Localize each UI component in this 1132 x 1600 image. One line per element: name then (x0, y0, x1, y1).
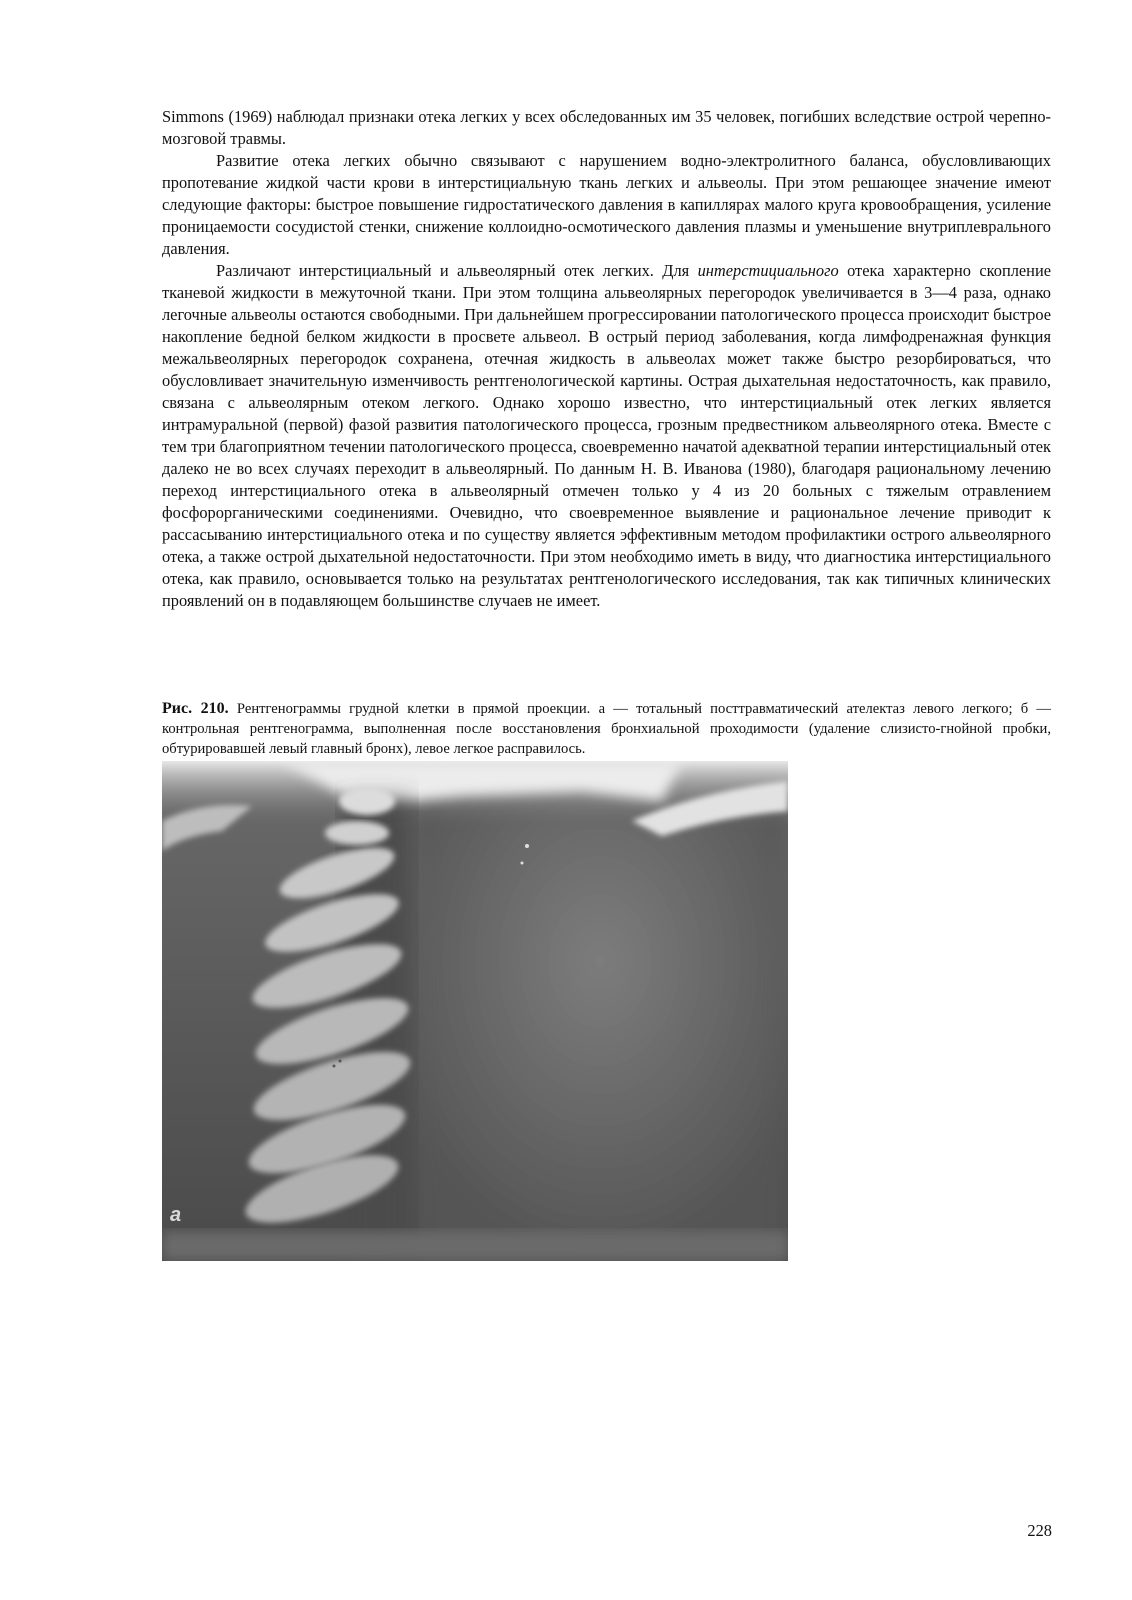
paragraph-3-italic-term: интерстициального (697, 261, 839, 280)
paragraph-3-start: Различают интерстициальный и альвеолярный отек легких. Для (216, 261, 698, 280)
chest-xray-image (162, 761, 788, 1261)
page-number: 228 (1027, 1521, 1052, 1540)
paragraph-1: Simmons (1969) наблюдал признаки отека легких у всех обследованных им 35 человек, погибших вследствие острой черепно-мозговой травмы. (162, 107, 1051, 148)
paragraph-2: Развитие отека легких обычно связывают с нарушением водно-электролитного баланса, обусловливающих пропотевание жидкой части крови в интерстициальную ткань легких и альвеолы. При этом решающее значение имеют следующие факторы: быстрое повышение гидростатического давления в капиллярах малого круга кровообращения, усиление проницаемости сосудистой стенки, снижение коллоидно-осмотического давления плазмы и уменьшение внутриплеврального давления. (162, 151, 1051, 258)
paragraph-3 (162, 260, 1051, 612)
figure-label: Рис. 210. (162, 700, 229, 717)
xray-panel-letter: а (170, 1204, 182, 1226)
body-text (162, 106, 1051, 612)
paragraph-3-end: отека характерно скопление тканевой жидкости в межуточной ткани. При этом толщина альвеолярных перегородок увеличивается в 3—4 раза, однако легочные альвеолы остаются свободными. При дальнейшем прогрессировании патологического процесса происходит быстрое накопление бедной белком жидкости в просвете альвеол. В острый период заболевания, когда лимфодренажная функция межальвеолярных перегородок сохранена, отечная жидкость в альвеолах может также быстро резорбироваться, что обусловливает значительную изменчивость рентгенологической картины. Острая дыхательная недостаточность, как правило, связана с альвеолярным отеком легкого. Однако хорошо известно, что интерстициальный отек легких является интрамуральной (первой) фазой развития патологического процесса, грозным предвестником альвеолярного отека. Вместе с тем три благоприятном течении патологического процесса, своевременно начатой адекватной терапии интерстициальный отек далеко не во всех случаях переходит в альвеолярный. По данным Н. В. Иванова (1980), благодаря рациональному лечению переход интерстициального отека в альвеолярный отмечен только у 4 из 20 больных с тяжелым отравлением фосфорорганическими соединениями. Очевидно, что своевременное выявление и рациональное лечение приводит к рассасыванию интерстициального отека и по существу является эффективным методом профилактики острого альвеолярного отека, а также острой дыхательной недостаточности. При этом необходимо иметь в виду, что диагностика интерстициального отека, как правило, основывается только на результатах рентгенологического исследования, так как типичных клинических проявлений он в подавляющем большинстве случаев не имеет. (162, 261, 1052, 610)
figure-caption-text: Рентгенограммы грудной клетки в прямой проекции. а — тотальный посттравматический ателектаз левого легкого; б — контрольная рентгенограмма, выполненная после восстановления бронхиальной проходимости (удаление слизисто-гнойной пробки, обтурировавшей левый главный бронх), левое легкое расправилось. (162, 701, 1051, 757)
figure-caption (162, 699, 1051, 759)
